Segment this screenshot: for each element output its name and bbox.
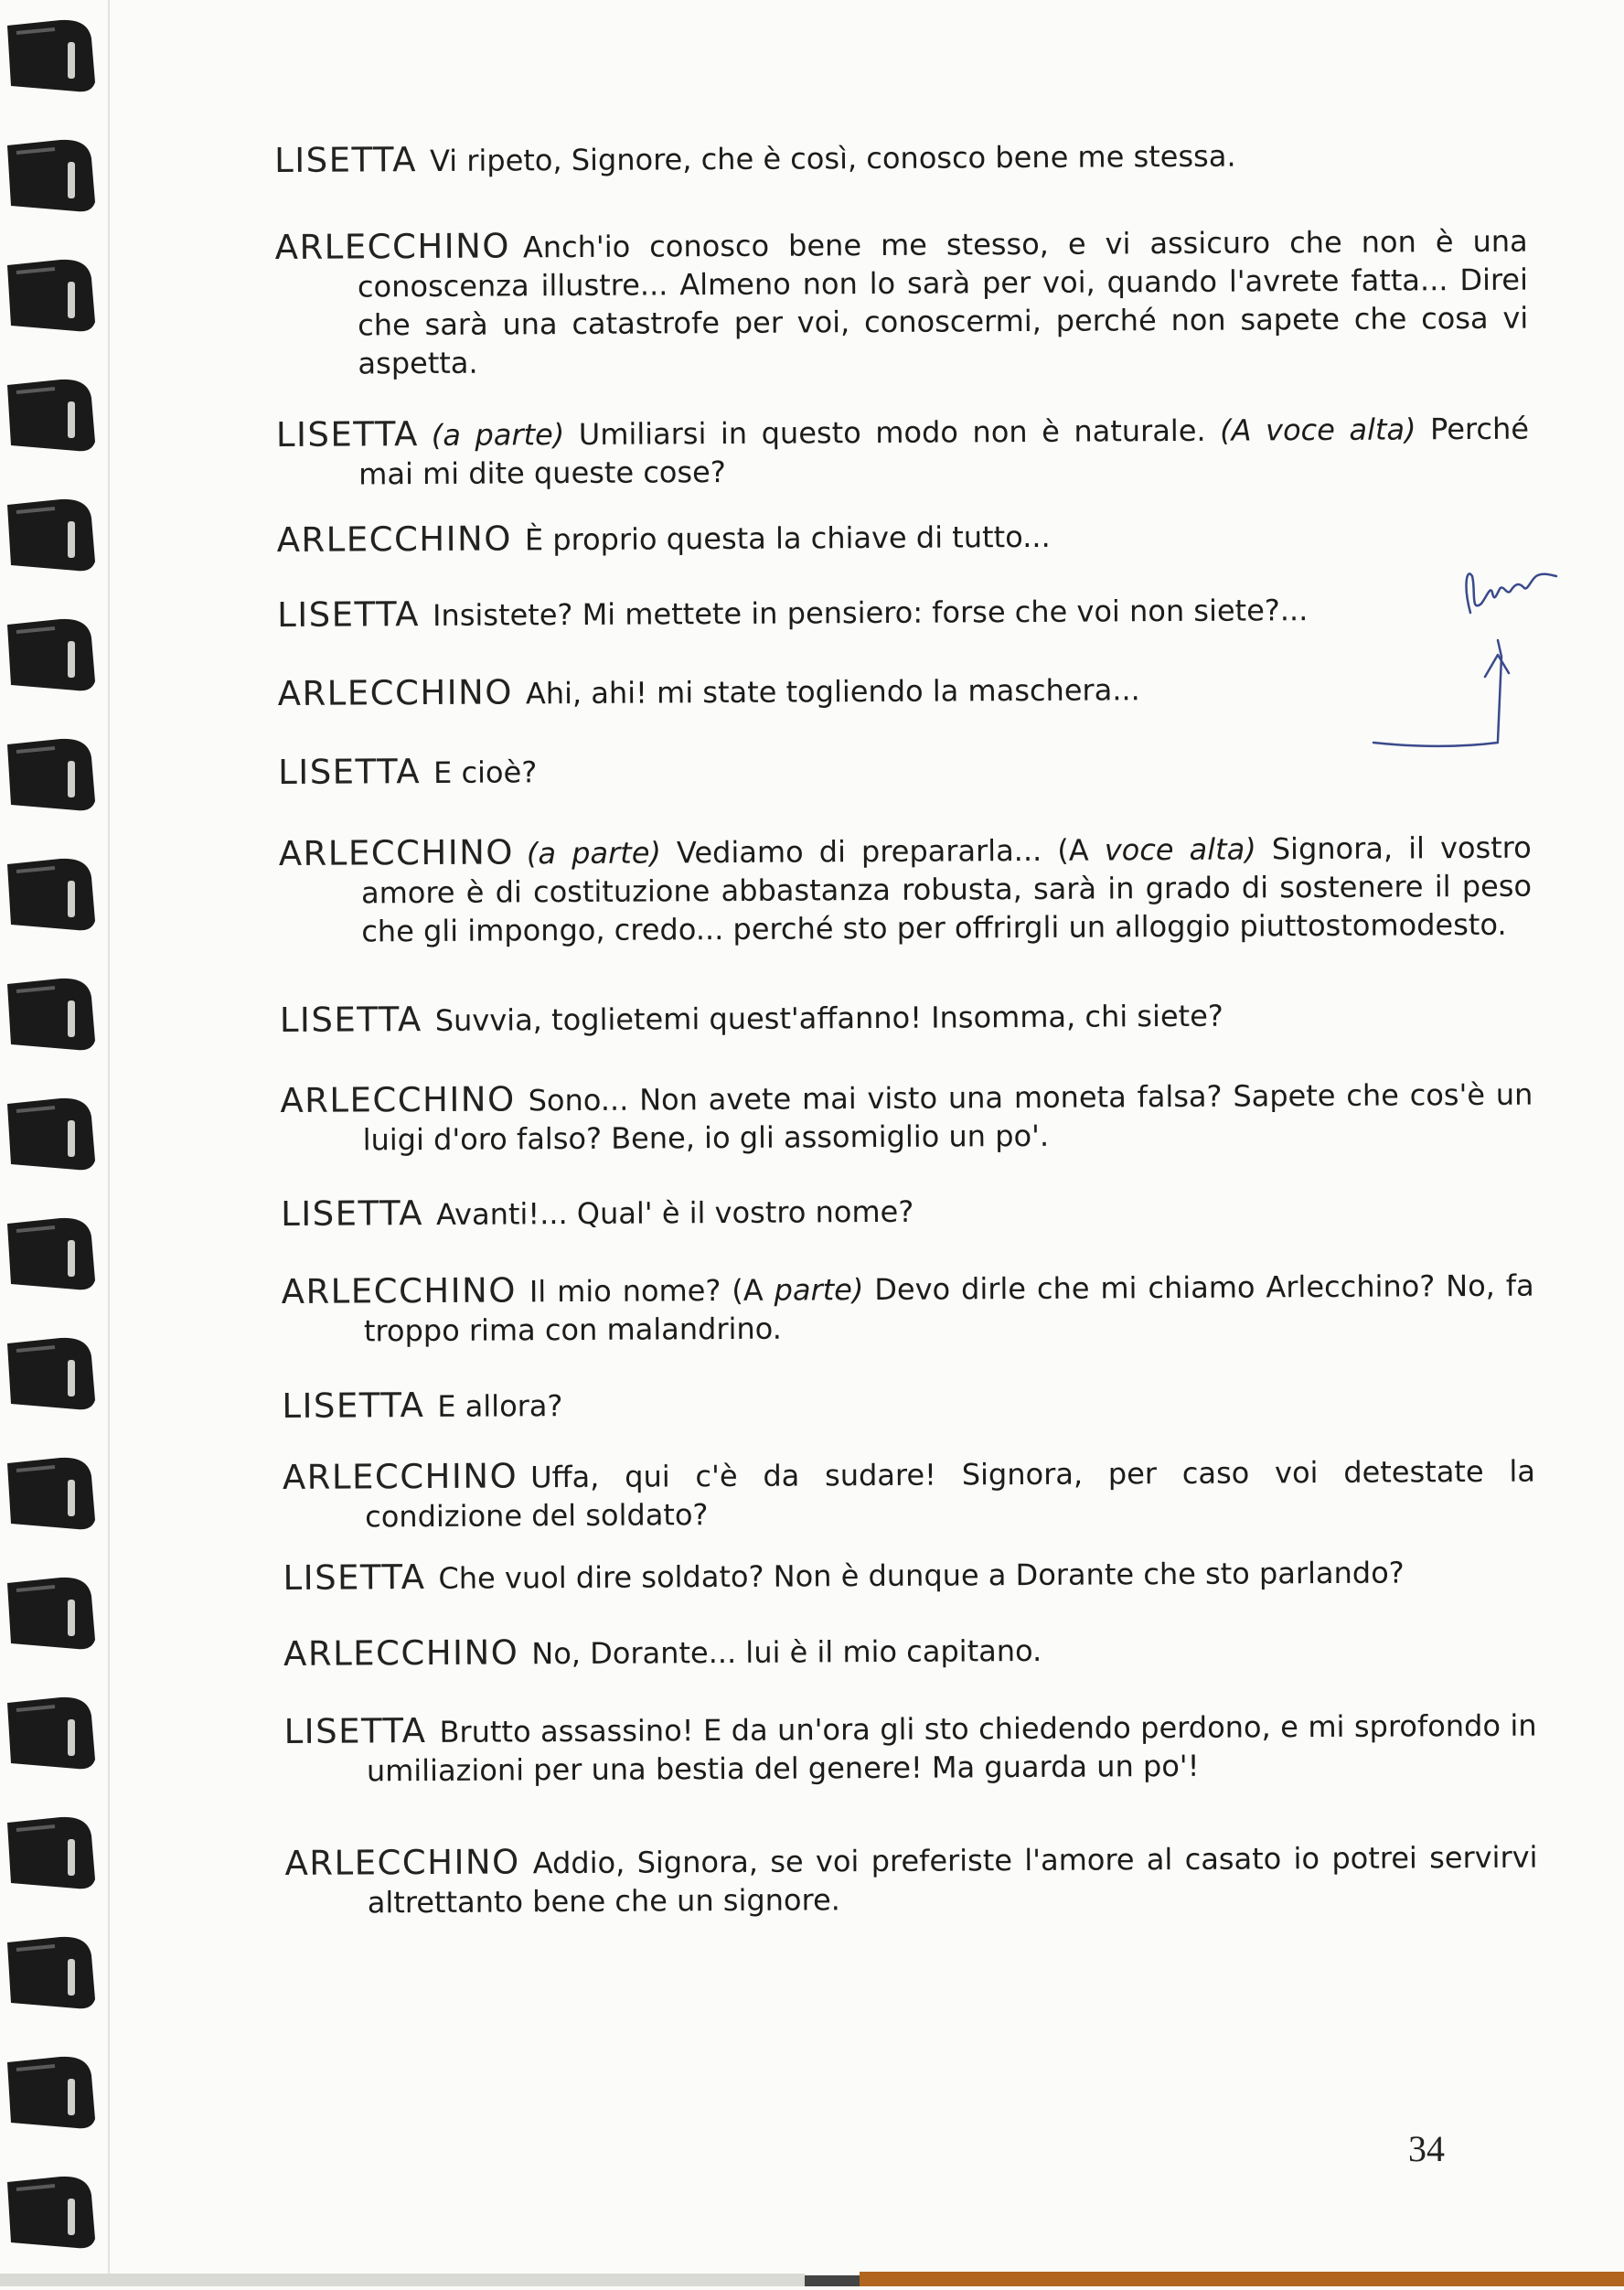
speaker-name: LISETTA	[283, 1711, 427, 1751]
binding-ring	[7, 2057, 95, 2128]
dialogue-text: È proprio questa la chiave di tutto...	[524, 519, 1051, 558]
binding-ring	[7, 20, 95, 91]
dialogue-text: Addio, Signora, se voi preferiste l'amore al casato io potrei servirvi altrettanto bene che un signore.	[367, 1839, 1538, 1921]
speaker-name: ARLECCHINO	[276, 519, 513, 560]
dialogue-text: Perché mai mi dite queste cose?	[358, 411, 1530, 492]
speaker-name: LISETTA	[273, 140, 418, 180]
speaker-name: ARLECCHINO	[274, 226, 511, 267]
binding-ring	[7, 1338, 95, 1409]
dialogue-text: Che vuol dire soldato? Non è dunque a Dorante che sto parlando?	[438, 1555, 1405, 1596]
spiral-binding	[0, 0, 119, 2286]
dialogue-text: Sono... Non avete mai visto una moneta falsa? Sapete che cos'è un luigi d'oro falso? Bene, io gli assomiglio un po'.	[362, 1076, 1533, 1158]
dialogue-line	[283, 1451, 1535, 1536]
stage-direction: (A voce alta)	[1220, 412, 1416, 448]
binding-ring	[7, 2177, 95, 2248]
dialogue-line	[280, 994, 1533, 1041]
speaker-name: ARLECCHINO	[284, 1842, 520, 1883]
dialogue-line	[283, 1706, 1536, 1791]
page-edge-shadow	[108, 0, 110, 2286]
binding-ring	[7, 619, 95, 690]
dialogue-text: Avanti!... Qual' è il vostro nome?	[435, 1193, 914, 1232]
dialogue-text: Signora, il vostro amore è di costituzione abbastanza robusta, sarà in grado di sostenere il peso che gli impongo, credo... perché sto per offrirgli un alloggio piuttostomodesto.	[360, 829, 1533, 949]
dialogue-text: Devo dirle che mi chiamo Arlecchino? No, fa troppo rima con malandrino.	[363, 1268, 1534, 1349]
dialogue-text: Insistete? Mi mettete in pensiero: forse che voi non siete?...	[432, 593, 1309, 633]
speaker-name: LISETTA	[277, 594, 421, 635]
binding-ring	[7, 260, 95, 331]
speaker-name: ARLECCHINO	[278, 832, 515, 873]
speaker-name: LISETTA	[279, 1000, 422, 1040]
speaker-name: LISETTA	[278, 752, 422, 792]
dialogue-line	[275, 221, 1529, 383]
binding-ring	[7, 499, 95, 571]
binding-ring	[7, 1578, 95, 1649]
bottom-edge-strip	[0, 2266, 1624, 2286]
dialogue-line	[279, 828, 1533, 951]
handwriting-arrow-head	[1485, 655, 1509, 677]
dialogue-line	[282, 1380, 1534, 1427]
speaker-name: ARLECCHINO	[280, 1079, 516, 1120]
stage-direction: (a parte)	[526, 835, 662, 872]
dialogue-text: Umiliarsi in questo modo non è naturale.	[564, 412, 1221, 453]
binding-ring	[7, 859, 95, 930]
dialogue-text: E allora?	[437, 1388, 563, 1424]
binding-ring	[7, 1458, 95, 1529]
dialogue-text: No, Dorante... lui è il mio capitano.	[531, 1632, 1042, 1672]
binding-ring	[7, 739, 95, 810]
dialogue-line	[284, 1837, 1537, 1922]
speaker-name: LISETTA	[282, 1386, 425, 1426]
handwriting-scribble	[1467, 573, 1556, 613]
dialogue-line	[278, 668, 1531, 714]
dialogue-line	[283, 1552, 1535, 1599]
binding-ring	[7, 140, 95, 211]
binding-rings	[0, 0, 119, 2286]
dialogue-text: Il mio nome? (A	[529, 1272, 775, 1310]
binding-ring	[7, 1218, 95, 1289]
dialogue-line	[281, 1188, 1533, 1235]
dialogue-text: Vi ripeto, Signore, che è così, conosco bene me stessa.	[429, 138, 1236, 178]
handwritten-margin-note	[1353, 549, 1624, 768]
dialogue-line	[283, 1628, 1536, 1675]
dialogue-text: Uffa, qui c'è da sudare! Signora, per caso voi detestate la condizione del soldato?	[365, 1453, 1536, 1535]
dialogue-line	[274, 134, 1527, 181]
play-script	[273, 134, 1538, 1921]
speaker-name: ARLECCHINO	[277, 672, 514, 713]
binding-ring	[7, 979, 95, 1050]
speaker-name: LISETTA	[275, 414, 419, 455]
dialogue-text: Ahi, ahi! mi state togliendo la maschera...	[525, 672, 1140, 712]
binding-ring	[7, 380, 95, 451]
dialogue-line	[282, 1266, 1534, 1351]
dialogue-line	[277, 589, 1530, 636]
binding-ring	[7, 1098, 95, 1170]
dialogue-text: Brutto assassino! E da un'ora gli sto chiedendo perdono, e mi sprofondo in umiliazioni per una bestia del genere! Ma guarda un po'!	[366, 1707, 1537, 1789]
speaker-name: LISETTA	[283, 1557, 426, 1598]
speaker-name: ARLECCHINO	[283, 1632, 519, 1674]
page-number: 34	[1408, 2128, 1445, 2169]
speaker-name: ARLECCHINO	[281, 1270, 518, 1311]
handwriting-underline	[1373, 743, 1498, 746]
dialogue-text: Anch'io conosco bene me stesso, e vi assicuro che non è una conoscenza illustre... Almeno non lo sarà per voi, quando l'avrete fatta... Direi che sarà una catastrofe per voi, conoscermi, perché non sapete che cosa vi aspetta.	[357, 223, 1529, 381]
dialogue-text: Vediamo di prepararla... (A	[660, 832, 1105, 871]
dialogue-line	[278, 746, 1531, 793]
binding-ring	[7, 1817, 95, 1889]
binding-ring	[7, 1697, 95, 1769]
stage-direction: parte)	[774, 1272, 864, 1308]
speaker-name: LISETTA	[281, 1193, 424, 1234]
binding-ring	[7, 1937, 95, 2008]
dialogue-line	[277, 514, 1530, 561]
stage-direction: voce alta)	[1104, 831, 1256, 868]
speaker-name: ARLECCHINO	[282, 1456, 518, 1497]
dialogue-line	[276, 409, 1529, 494]
stage-direction: (a parte)	[431, 417, 565, 453]
dialogue-text: E cioè?	[433, 754, 538, 790]
dialogue-text: Suvvia, toglietemi quest'affanno! Insomma, chi siete?	[434, 998, 1223, 1038]
dialogue-line	[280, 1075, 1533, 1160]
